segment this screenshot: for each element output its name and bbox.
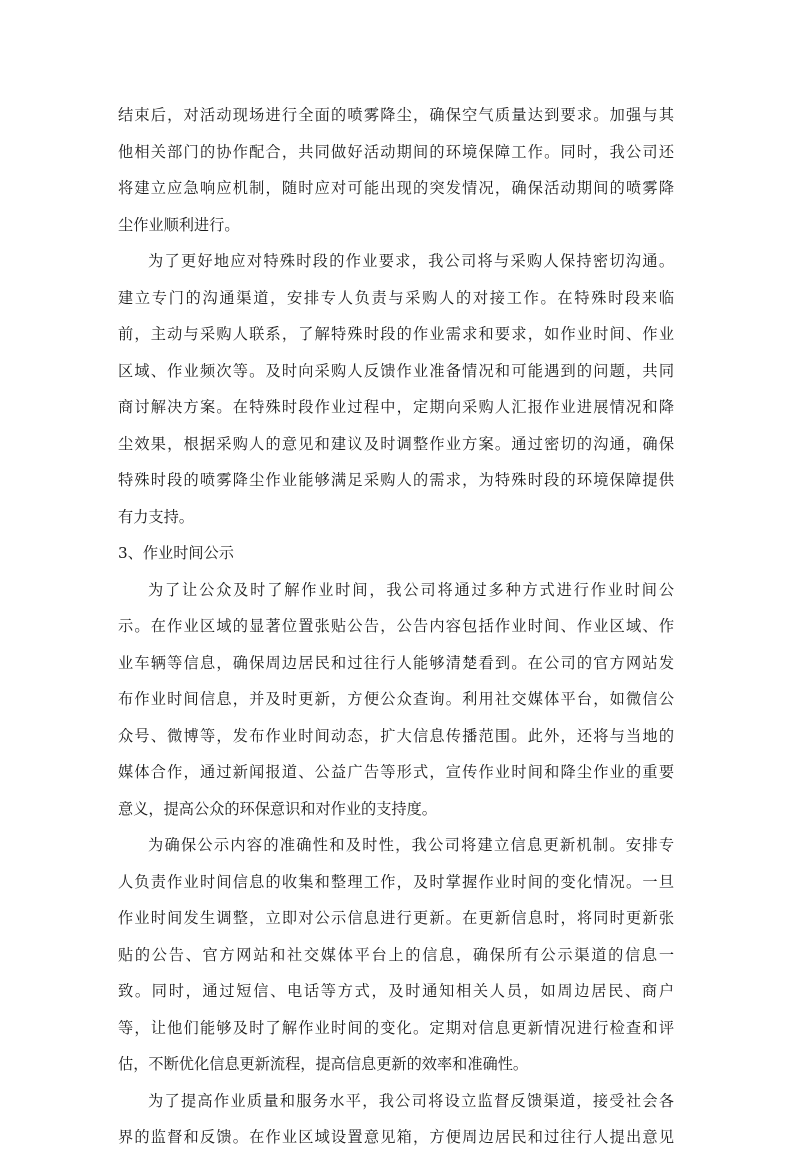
text-line: 业车辆等信息，确保周边居民和过往行人能够清楚看到。在公司的官方网站发 bbox=[118, 653, 674, 672]
paragraph-cleanup-continuation bbox=[118, 97, 674, 243]
text-line: 为了让公众及时了解作业时间，我公司将通过多种方式进行作业时间公 bbox=[148, 580, 674, 599]
text-line: 示。在作业区域的显著位置张贴公告，公告内容包括作业时间、作业区域、作 bbox=[118, 617, 674, 635]
text-line: 为了更好地应对特殊时段的作业要求，我公司将与采购人保持密切沟通。 bbox=[148, 252, 674, 270]
text-line: 建立专门的沟通渠道，安排专人负责与采购人的对接工作。在特殊时段来临 bbox=[118, 288, 674, 307]
document-page bbox=[118, 97, 674, 1156]
text-line: 商讨解决方案。在特殊时段作业过程中，定期向采购人汇报作业进展情况和降 bbox=[118, 398, 674, 416]
paragraph-public-announcement bbox=[118, 572, 674, 828]
paragraph-information-update bbox=[118, 827, 674, 1083]
text-line: 界的监督和反馈。在作业区域设置意见箱，方便周边居民和过往行人提出意见 bbox=[118, 1128, 674, 1146]
paragraph-purchaser-communication bbox=[118, 243, 674, 535]
text-line: 将建立应急响应机制，随时应对可能出现的突发情况，确保活动期间的喷雾降 bbox=[118, 179, 674, 197]
text-line: 致。同时，通过短信、电话等方式，及时通知相关人员，如周边居民、商户 bbox=[118, 982, 674, 1000]
text-line: 估，不断优化信息更新流程，提高信息更新的效率和准确性。 bbox=[118, 1055, 529, 1073]
text-line: 有力支持。 bbox=[118, 507, 194, 526]
text-line: 特殊时段的喷雾降尘作业能够满足采购人的需求，为特殊时段的环境保障提供 bbox=[118, 471, 674, 489]
text-line: 众号、微博等，发布作业时间动态，扩大信息传播范围。此外，还将与当地的 bbox=[118, 726, 674, 745]
text-line: 媒体合作，通过新闻报道、公益广告等形式，宣传作业时间和降尘作业的重要 bbox=[118, 763, 674, 781]
text-line: 尘效果，根据采购人的意见和建议及时调整作业方案。通过密切的沟通，确保 bbox=[118, 434, 674, 453]
text-line: 贴的公告、官方网站和社交媒体平台上的信息，确保所有公示渠道的信息一 bbox=[118, 945, 674, 964]
text-line: 区域、作业频次等。及时向采购人反馈作业准备情况和可能遇到的问题，共同 bbox=[118, 361, 674, 380]
text-line: 等，让他们能够及时了解作业时间的变化。定期对信息更新情况进行检查和评 bbox=[118, 1018, 674, 1037]
text-line: 前，主动与采购人联系，了解特殊时段的作业需求和要求，如作业时间、作业 bbox=[118, 325, 674, 343]
text-line: 为确保公示内容的准确性和及时性，我公司将建立信息更新机制。安排专 bbox=[148, 836, 674, 854]
text-line: 布作业时间信息，并及时更新，方便公众查询。利用社交媒体平台，如微信公 bbox=[118, 690, 674, 708]
text-line: 尘作业顺利进行。 bbox=[118, 215, 240, 234]
text-line: 意义，提高公众的环保意识和对作业的支持度。 bbox=[118, 799, 437, 818]
text-line: 为了提高作业质量和服务水平，我公司将设立监督反馈渠道，接受社会各 bbox=[148, 1091, 674, 1110]
text-line: 作业时间发生调整，立即对公示信息进行更新。在更新信息时，将同时更新张 bbox=[118, 909, 674, 927]
text-line: 人负责作业时间信息的收集和整理工作，及时掌握作业时间的变化情况。一旦 bbox=[118, 872, 674, 891]
paragraph-supervision-feedback bbox=[118, 1083, 674, 1156]
text-line: 他相关部门的协作配合，共同做好活动期间的环境保障工作。同时，我公司还 bbox=[118, 142, 674, 161]
text-line: 结束后，对活动现场进行全面的喷雾降尘，确保空气质量达到要求。加强与其 bbox=[118, 106, 674, 124]
section-heading-schedule-announcement: 3、作业时间公示 bbox=[118, 544, 234, 562]
